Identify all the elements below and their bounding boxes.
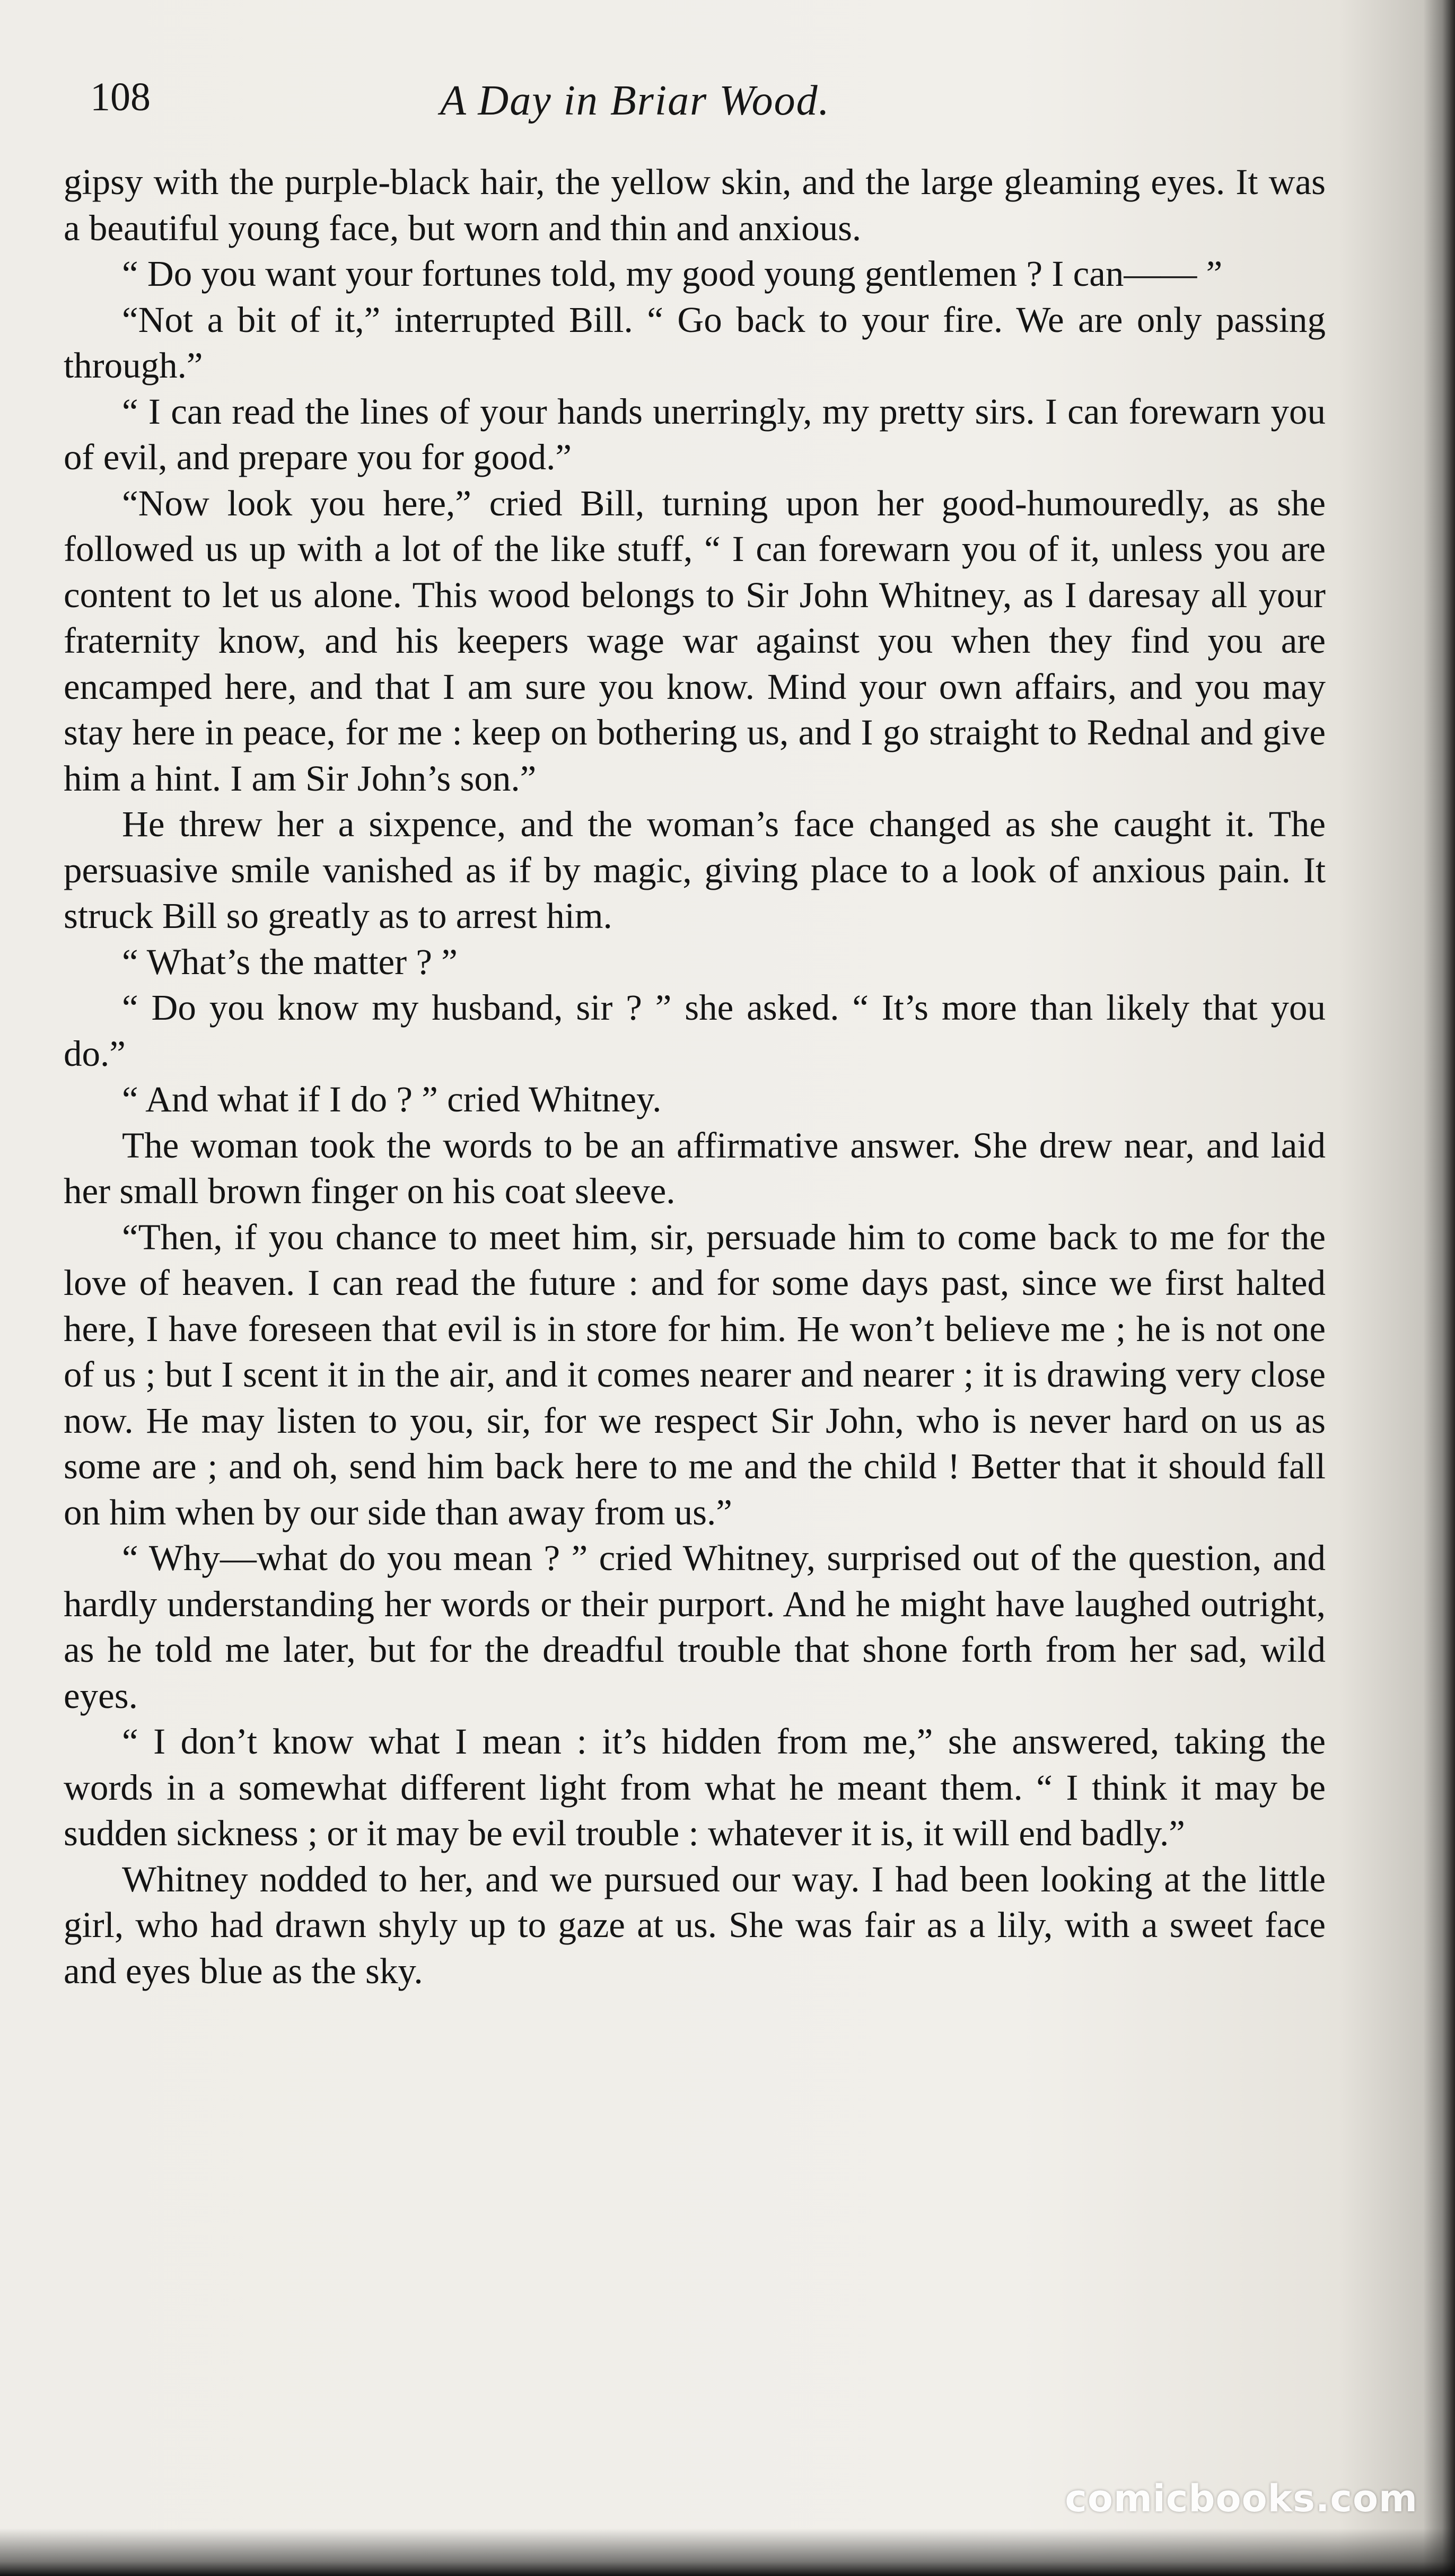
paragraph-10: The woman took the words to be an affirmative answer. She drew near, and laid her small brown finger on his coat sleeve.: [64, 1125, 1326, 1211]
paragraph-2: “ Do you want your fortunes told, my good young gentlemen ? I can—— ”: [122, 253, 1223, 294]
paragraph-5: “Now look you here,” cried Bill, turning upon her good-humouredly, as she followed us up with a lot of the like stuff, “ I can forewarn you of it, unless you are content to let us alone. This wood belongs to Sir John Whitney, as I daresay all your fraternity know, and his keepers wage war against you when they find you are encamped here, and that I am sure you know. Mind your own affairs, and you may stay here in peace, for me : keep on bothering us, and I go straight to Rednal and give him a hint. I am Sir John’s son.”: [64, 483, 1326, 799]
paragraph-7: “ What’s the matter ? ”: [122, 941, 458, 982]
paragraph-12: “ Why—what do you mean ? ” cried Whitney, surprised out of the question, and hardly understanding her words or their purport. And he might have laughed outright, as he told me later, but for the dreadful trouble that shone forth from her sad, wild eyes.: [64, 1538, 1326, 1716]
page-edge-shadow-bottom: [0, 2528, 1455, 2576]
paragraph-1: gipsy with the purple-black hair, the yellow skin, and the large gleaming eyes. It was a beautiful young face, but worn and thin and anxious.: [64, 162, 1326, 248]
paragraph-4: “ I can read the lines of your hands unerringly, my pretty sirs. I can forewarn you of evil, and prepare you for good.”: [64, 391, 1326, 477]
paragraph-11: “Then, if you chance to meet him, sir, persuade him to come back to me for the love of heaven. I can read the future : and for some days past, since we first halted here, I have foreseen that evil is in store for him. He won’t believe me ; he is not one of us ; but I scent it in the air, and it comes nearer and nearer ; it is drawing very close now. He may listen to you, sir, for we respect Sir John, who is never hard on us as some are ; and oh, send him back here to me and the child ! Better that it should fall on him when by our side than away from us.”: [64, 1216, 1326, 1532]
running-head: A Day in Briar Wood.: [440, 77, 830, 124]
page-number: 108: [90, 75, 151, 119]
paragraph-9: “ And what if I do ? ” cried Whitney.: [122, 1079, 662, 1119]
paragraph-8: “ Do you know my husband, sir ? ” she asked. “ It’s more than likely that you do.”: [64, 987, 1326, 1074]
paragraph-3: “Not a bit of it,” interrupted Bill. “ Go back to your fire. We are only passing through.”: [64, 299, 1326, 385]
body-text: [64, 159, 1326, 1994]
paragraph-13: “ I don’t know what I mean : it’s hidden from me,” she answered, taking the words in a somewhat different light from what he meant them. “ I think it may be sudden sickness ; or it may be evil trouble : whatever it is, it will end badly.”: [64, 1721, 1326, 1853]
paragraph-14: Whitney nodded to her, and we pursued our way. I had been looking at the little girl, who had drawn shyly up to gaze at us. She was fair as a lily, with a sweet face and eyes blue as the sky.: [64, 1859, 1326, 1991]
page-header: [90, 69, 1342, 133]
page-edge-shadow-right: [1423, 0, 1455, 2576]
watermark-text: comicbooks.com: [1065, 2477, 1418, 2520]
paragraph-6: He threw her a sixpence, and the woman’s face changed as she caught it. The persuasive smile vanished as if by magic, giving place to a look of anxious pain. It struck Bill so greatly as to arrest him.: [64, 804, 1326, 936]
